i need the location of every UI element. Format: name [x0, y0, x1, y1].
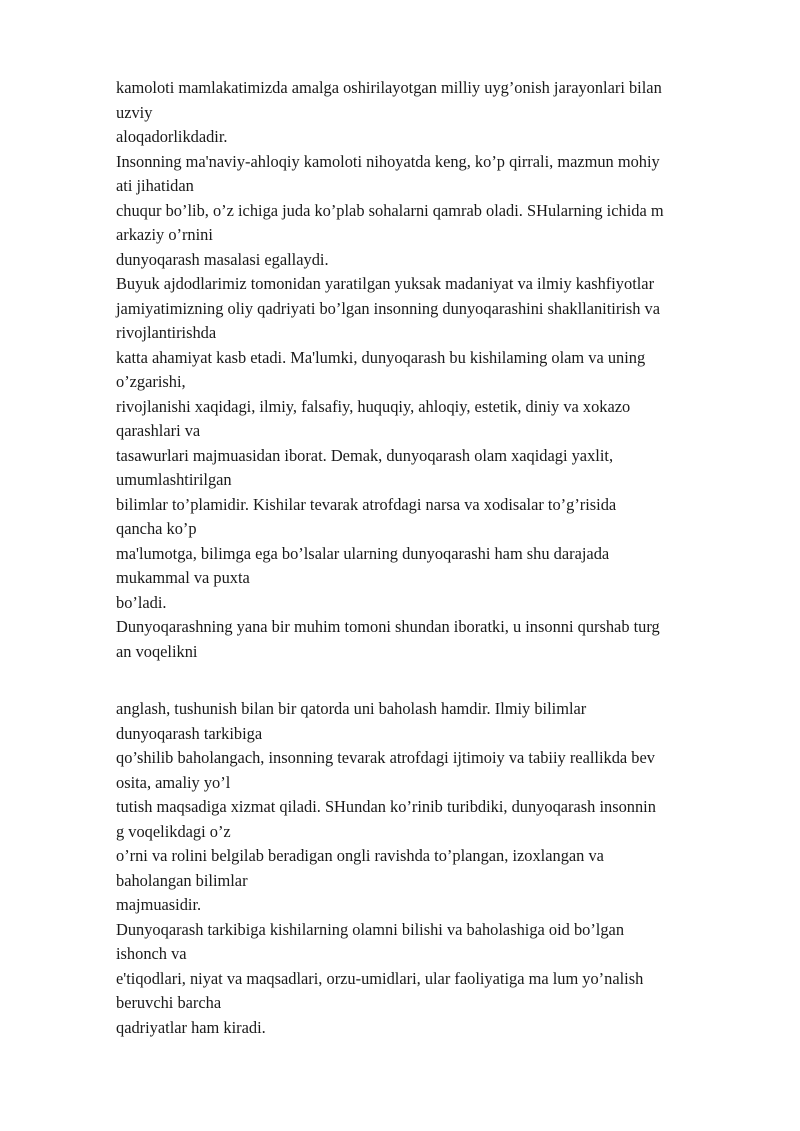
text-line: arkaziy o’rnini — [116, 225, 213, 244]
text-line: chuqur bo’lib, o’z ichiga juda ko’plab sohalarni qamrab oladi. SHularning ichida m — [116, 200, 664, 220]
text-line: o’zgarishi, — [116, 372, 186, 391]
text-line: ishonch va — [116, 944, 187, 963]
text-line: beruvchi barcha — [116, 993, 222, 1012]
text-line: katta ahamiyat kasb etadi. Ma'lumki, dunyoqarash bu kishilaming olam va uning — [116, 347, 646, 367]
text-line: qadriyatlar ham kiradi. — [116, 1017, 266, 1037]
text-line: tutish maqsadiga xizmat qiladi. SHundan ko’rinib turibdiki, dunyoqarash insonnin — [116, 797, 656, 816]
text-block-1 — [116, 76, 756, 664]
text-line: uzviy — [116, 102, 153, 122]
text-line: osita, amaliy yo’l — [116, 772, 231, 792]
text-line: qarashlari va — [116, 421, 201, 440]
text-block-2 — [116, 697, 756, 1040]
text-line: qo’shilib baholangach, insonning tevarak atrofdagi ijtimoiy va tabiiy reallikda bev — [116, 748, 655, 767]
text-line: an voqelikni — [116, 641, 198, 661]
text-line: anglash, tushunish bilan bir qatorda uni baholash hamdir. Ilmiy bilimlar — [116, 699, 587, 718]
text-line: jamiyatimizning oliy qadriyati bo’lgan insonning dunyoqarashini shakllanitirish va — [116, 298, 660, 318]
text-line: dunyoqarash masalasi egallaydi. — [116, 249, 329, 269]
text-line: bo’ladi. — [116, 592, 167, 612]
text-line: rivojlantirishda — [116, 323, 217, 342]
text-line: mukammal va puxta — [116, 568, 250, 587]
text-line: Dunyoqarash tarkibiga kishilarning olamni bilishi va baholashiga oid bo’lgan — [116, 919, 625, 939]
text-line: dunyoqarash tarkibiga — [116, 723, 263, 743]
text-line: majmuasidir. — [116, 895, 202, 914]
text-line: ati jihatidan — [116, 176, 194, 195]
text-line: e'tiqodlari, niyat va maqsadlari, orzu-umidlari, ular faoliyatiga ma lum yo’nalish — [116, 968, 644, 988]
text-line: tasawurlari majmuasidan iborat. Demak, dunyoqarash olam xaqidagi yaxlit, — [116, 445, 614, 465]
text-line: Buyuk ajdodlarimiz tomonidan yaratilgan yuksak madaniyat va ilmiy kashfiyotlar — [116, 274, 655, 293]
text-line: aloqadorlikdadir. — [116, 127, 228, 146]
text-line: Insonning ma'naviy-ahloqiy kamoloti nihoyatda keng, ko’p qirrali, mazmun mohiy — [116, 151, 660, 171]
text-line: kamoloti mamlakatimizda amalga oshirilayotgan milliy uyg’onish jarayonlari bilan — [116, 78, 662, 97]
text-line: qancha ko’p — [116, 519, 197, 538]
text-line: umumlashtirilgan — [116, 470, 232, 489]
text-line: Dunyoqarashning yana bir muhim tomoni shundan iboratki, u insonni qurshab turg — [116, 617, 660, 636]
text-line: g voqelikdagi o’z — [116, 821, 231, 841]
text-line: baholangan bilimlar — [116, 870, 248, 890]
text-line: ma'lumotga, bilimga ega bo’lsalar ularning dunyoqarashi ham shu darajada — [116, 543, 610, 563]
text-line: bilimlar to’plamidir. Kishilar tevarak atrofdagi narsa va xodisalar to’g’risida — [116, 494, 617, 514]
text-line: o’rni va rolini belgilab beradigan ongli ravishda to’plangan, izoxlangan va — [116, 846, 604, 865]
text-line: rivojlanishi xaqidagi, ilmiy, falsafiy, huquqiy, ahloqiy, estetik, diniy va xokazo — [116, 396, 631, 416]
